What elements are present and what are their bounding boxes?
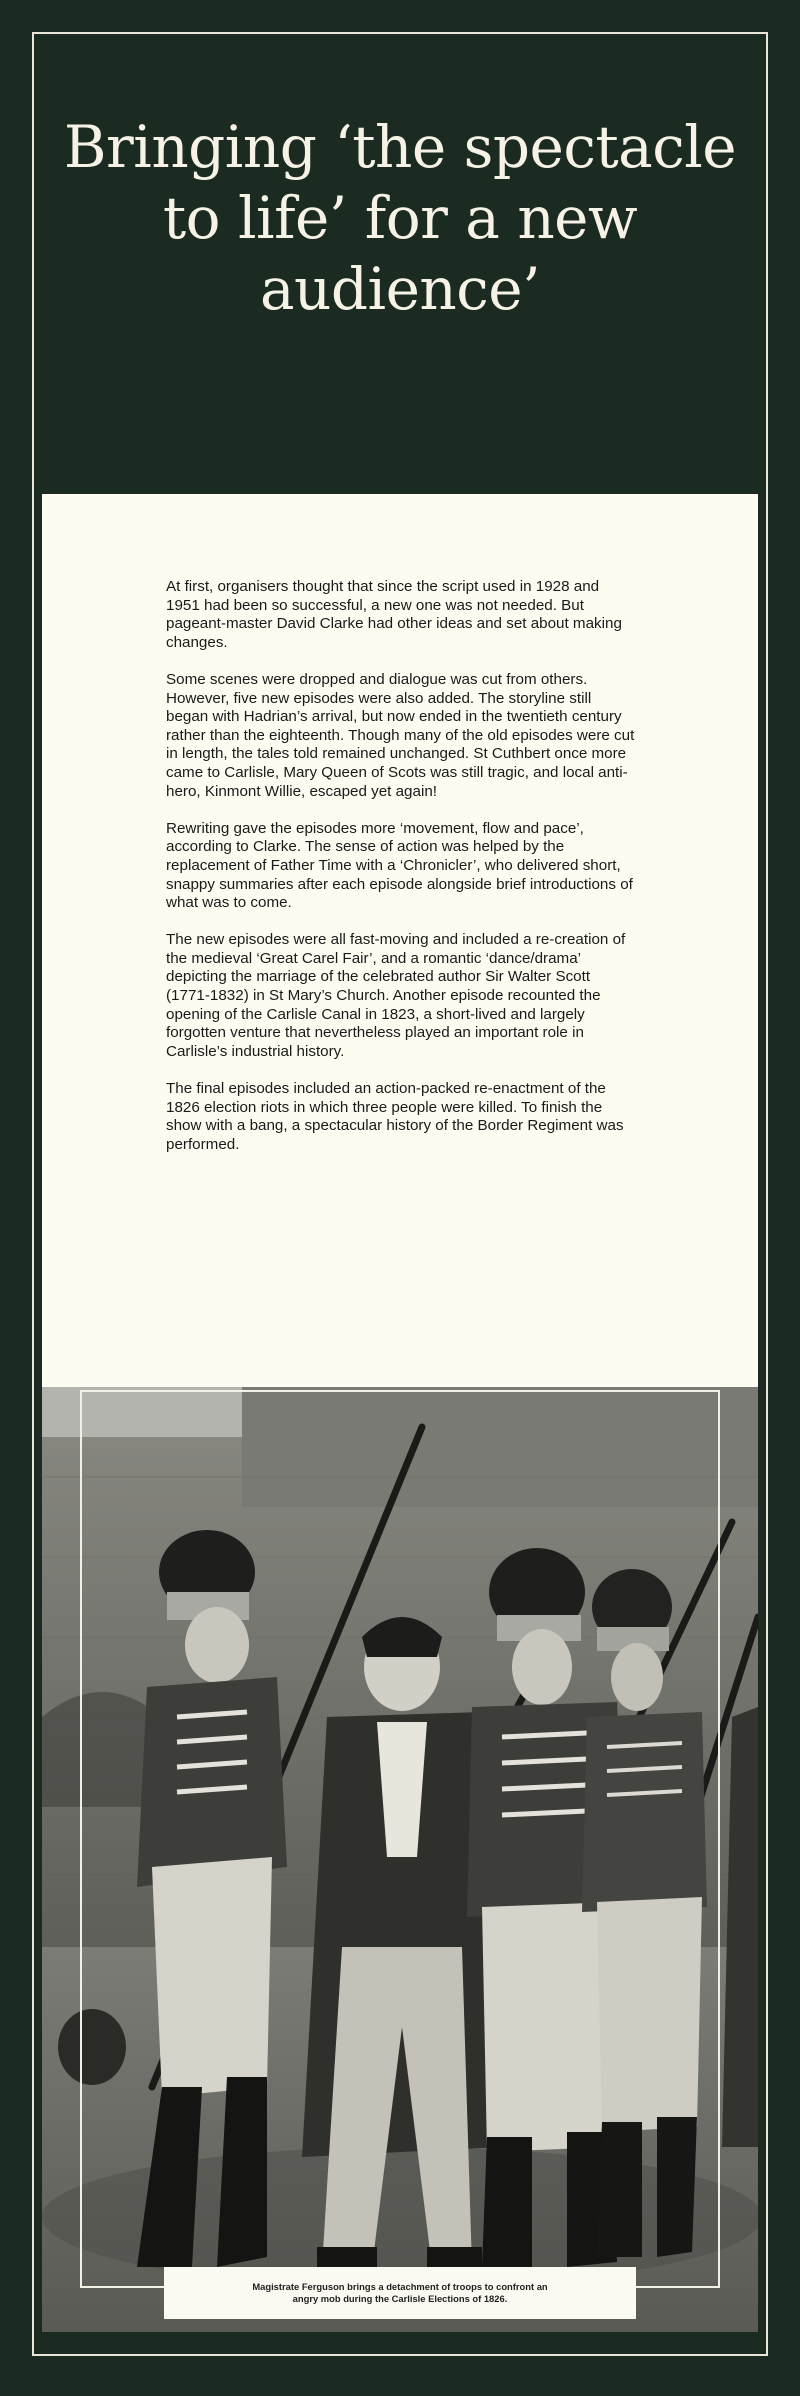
body-text xyxy=(166,578,636,1173)
paragraph-5: The final episodes included an action-packed re-enactment of the 1826 election riots in which three people were killed. To finish the show with a bang, a spectacular history of the Border Regiment was performed. xyxy=(166,1080,624,1153)
paragraph-4: The new episodes were all fast-moving and included a re-creation of the medieval ‘Great Carel Fair’, and a romantic ‘dance/drama’ depicting the marriage of the celebrated author Sir Walter Scott (1771-1832) in St Mary’s Church. Another episode recounted the opening of the Carlisle Canal in 1823, a short-lived and largely forgotten venture that nevertheless played an important role in Carlisle’s industrial history. xyxy=(166,931,626,1060)
paragraph-1: At first, organisers thought that since the script used in 1928 and 1951 had been so successful, a new one was not needed. But pageant-master David Clarke had other ideas and set about making changes. xyxy=(166,578,622,651)
caption-box xyxy=(164,2267,636,2319)
text-panel xyxy=(42,494,758,1387)
paragraph-2: Some scenes were dropped and dialogue was cut from others. However, five new episodes were also added. The storyline still began with Hadrian’s arrival, but now ended in the twentieth century rather than the eighteenth. Though many of the old episodes were cut in length, the tales told remained unchanged. St Cuthbert once more came to Carlisle, Mary Queen of Scots was still tragic, and local anti-hero, Kinmont Willie, escaped yet again! xyxy=(166,670,635,800)
soldiers-illustration xyxy=(42,1387,758,2332)
photo xyxy=(42,1387,758,2332)
paragraph-3: Rewriting gave the episodes more ‘movement, flow and pace’, according to Clarke. The sense of action was helped by the replacement of Father Time with a ‘Chronicler’, who delivered short, snappy summaries after each episode alongside brief introductions of what was to come. xyxy=(166,819,633,912)
panel-title: Bringing ‘the spectacle to life’ for a new audience’ xyxy=(63,113,737,323)
photo-caption: Magistrate Ferguson brings a detachment of troops to confront an angry mob during the Carlisle Elections of 1826. xyxy=(252,2281,548,2304)
